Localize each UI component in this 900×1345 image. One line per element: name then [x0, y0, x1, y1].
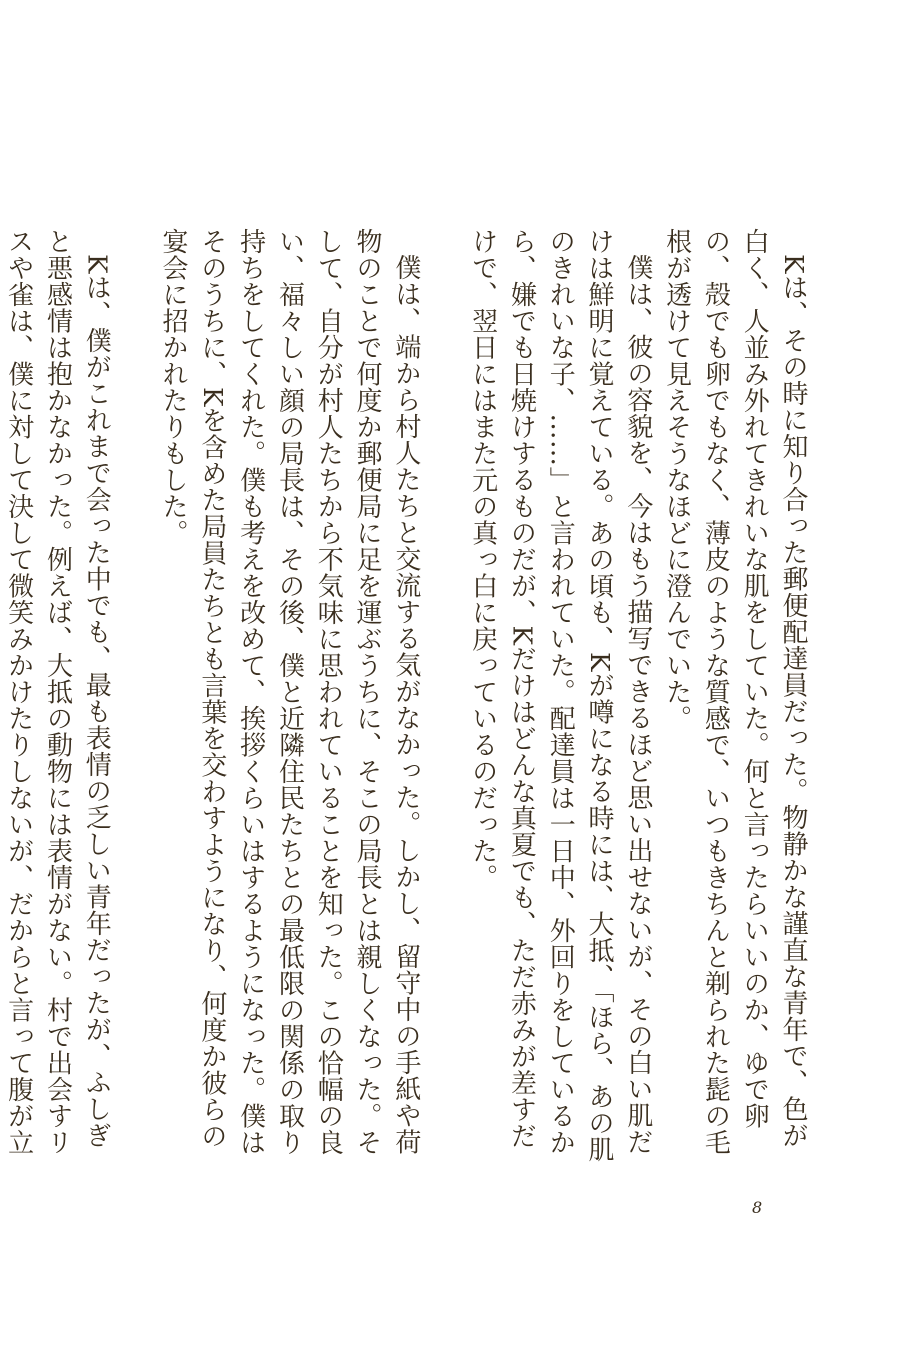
paragraph-3: 僕は、端から村人たちと交流する気がなかった。しかし、留守中の手紙や荷物のことで何度か郵便局に足を運ぶうちに、そこの局長とは親しくなった。そして、自分が村人たちから不気味に思われていることを知った。この恰幅の良い、福々しい顔の局長は、その後、僕と近隣住民たちとの最低限の関係の取り持ちをしてくれた。僕も考えを改めて、挨拶くらいはするようになった。僕はそのうちに、Kを含めた局員たちとも言葉を交わすようになり、何度か彼らの宴会に招かれたりもした。	[158, 228, 421, 1156]
paragraph-2: 僕は、彼の容貌を、今はもう描写できるほど思い出せないが、その白い肌だけは鮮明に覚えている。あの頃も、Kが噂になる時には、大抵、「ほら、あの肌のきれいな子、……」と言われていた。配達員は一日中、外回りをしているから、嫌でも日焼けするものだが、Kだけはどんな真夏でも、ただ赤みが差すだけで、翌日にはまた元の真っ白に戻っているのだった。	[467, 228, 653, 1163]
page-number: 8	[752, 1198, 763, 1217]
paragraph-4: Kは、僕がこれまで会った中でも、最も表情の乏しい青年だったが、ふしぎと悪感情は抱かなかった。例えば、大抵の動物には表情がない。村で出会すリスや雀は、僕に対して決して微笑みかけたりしないが、だからと言って腹が立	[3, 228, 112, 1156]
vertical-text-body	[0, 228, 812, 1163]
paragraph-1: Kは、その時に知り合った郵便配達員だった。物静かな謹直な青年で、色が白く、人並み外れてきれいな肌をしていた。何と言ったらいいのか、ゆで卵の、殻でも卵でもなく、薄皮のような質感で、いつもきちんと剃られた髭の毛根が透けて見えそうなほどに澄んでいた。	[661, 228, 808, 1156]
